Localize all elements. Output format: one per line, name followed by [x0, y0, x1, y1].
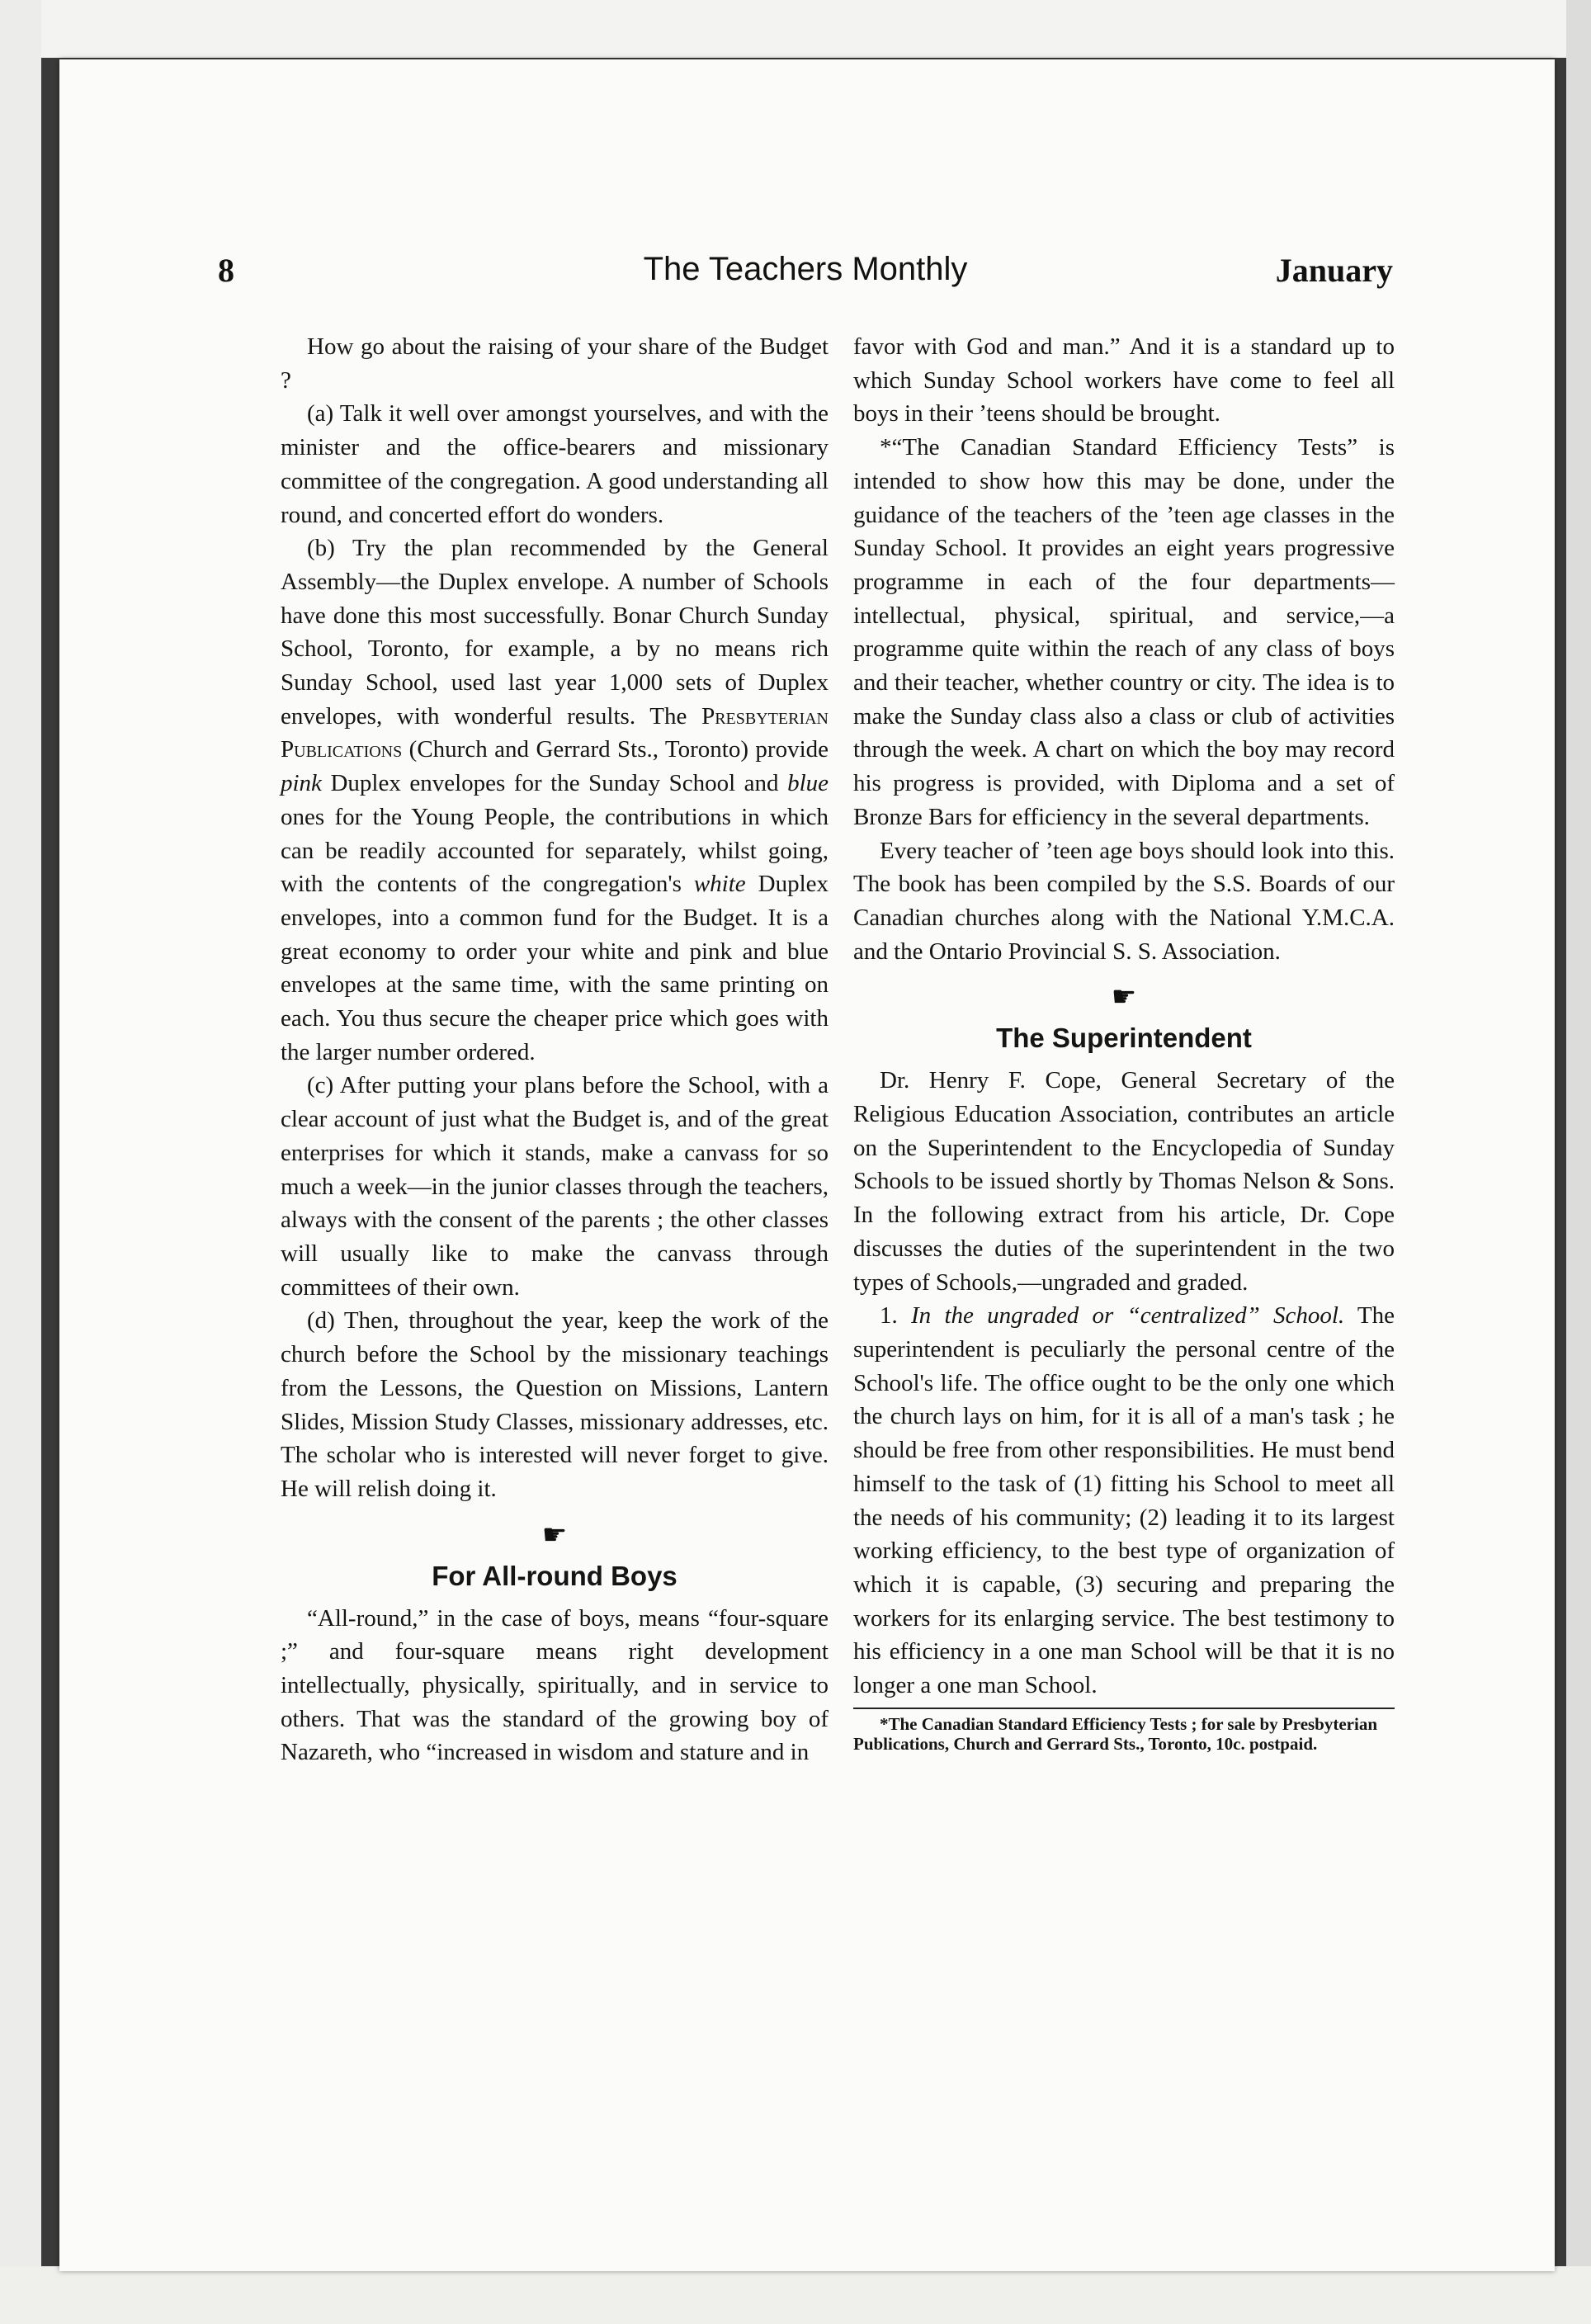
publisher-name: Presbyterian Publications: [281, 702, 829, 763]
page-number: 8: [218, 252, 234, 289]
paragraph: 1. In the ungraded or “centralized” School. The superintendent is peculiarly the personal centre of the School's life. The office ought to be the only one which the church lays on him, for it is all of a man's task ; he should be free from other responsibilities. He must bend himself to the task of (1) fitting his School to meet all the needs of his community; (2) leading it to its largest working efficiency, to the best type of organization of which it is capable, (3) securing and preparing the workers for its enlarging service. The best testimony to his efficiency in a one man School will be that it is no longer a one man School.: [853, 1302, 1395, 1699]
page-header: [218, 251, 1393, 297]
scan-border-right: [1566, 0, 1591, 2324]
paragraph: *“The Canadian Standard Efficiency Tests” is intended to show how this may be done, under the guidance of the teachers of the ’teen age classes in the Sunday School. It provides an eight years progressive programme in each of the four departments—intellectual, physical, spiritual, and service,—a programme quite within the reach of any class of boys and their teacher, whether country or city. The idea is to make the Sunday class also a class or club of activities through the week. A chart on which the boy may record his progress is provided, with Diploma and a set of Bronze Bars for efficiency in the several departments.: [853, 434, 1395, 830]
paragraph: How go about the raising of your share of the Budget ?: [281, 333, 829, 394]
paragraph: Every teacher of ’teen age boys should look into this. The book has been compiled by the S.S. Boards of our Canadian churches along with the National Y.M.C.A. and the Ontario Provincial S. S. Association.: [853, 837, 1395, 965]
paragraph: (c) After putting your plans before the School, with a clear account of just what the Budget is, and of the great enterprises for which it stands, make a canvass for so much a week—in the junior classes through the teachers, always with the consent of the parents ; the other classes will usually like to make the canvass through committees of their own.: [281, 1072, 829, 1301]
issue-month: January: [1275, 252, 1393, 289]
paragraph: “All-round,” in the case of boys, means “four-square ;” and four-square means right development intellectually, physically, spiritually, and in service to others. That was the standard of the growing boy of Nazareth, who “increased in wisdom and stature and in: [281, 1604, 829, 1766]
paragraph: (d) Then, throughout the year, keep the work of the church before the School by the missionary teachings from the Lessons, the Question on Missions, Lantern Slides, Mission Study Classes, missionary addresses, etc. The scholar who is interested will never forget to give. He will relish doing it.: [281, 1307, 829, 1502]
scan-border-top: [0, 0, 1591, 58]
italic-subheading: In the ungraded or “centralized” School.: [911, 1302, 1345, 1330]
section-heading-all-round-boys: For All-round Boys: [432, 1560, 677, 1591]
footnote: *The Canadian Standard Efficiency Tests ; for sale by Presbyterian Publications, Church and Gerrard Sts., Toronto, 10c. postpaid.: [853, 1713, 1378, 1754]
right-column: [853, 330, 1395, 1754]
paragraph: (b) Try the plan recommended by the General Assembly—the Duplex envelope. A number of Schools have done this most successfully. Bonar Church Sunday School, Toronto, for example, a by no means rich Sunday School, used last year 1,000 sets of Duplex envelopes, with wonderful results. The Presbyterian Publications (Church and Gerrard Sts., Toronto) provide pink Duplex envelopes for the Sunday School and blue ones for the Young People, the contributions in which can be readily accounted for separately, whilst going, with the contents of the congregation's white Duplex envelopes, into a common fund for the Budget. It is a great economy to order your white and pink and blue envelopes at the same time, with the same printing on each. You thus secure the cheaper price which goes with the larger number ordered.: [281, 535, 829, 1065]
paragraph: favor with God and man.” And it is a standard up to which Sunday School workers have come to feel all boys in their ’teens should be brought.: [853, 333, 1395, 427]
section-heading-superintendent: The Superintendent: [996, 1023, 1252, 1054]
scan-border-left: [0, 0, 41, 2324]
left-column: [281, 330, 829, 1769]
paragraph: (a) Talk it well over amongst yourselves, and with the minister and the office-bearers and missionary committee of the congregation. A good understanding all round, and concerted effort do wonders.: [281, 400, 829, 528]
scan-border-bottom: [0, 2266, 1591, 2324]
pointing-hand-icon: ☛: [541, 1519, 568, 1551]
pointing-hand-icon: ☛: [1111, 982, 1137, 1013]
journal-title: The Teachers Monthly: [643, 251, 968, 287]
paragraph: Dr. Henry F. Cope, General Secretary of the Religious Education Association, contributes an article on the Superintendent to the Encyclopedia of Sunday Schools to be issued shortly by Thomas Nelson & Sons. In the following extract from his article, Dr. Cope discusses the duties of the superintendent in the two types of Schools,—ungraded and graded.: [853, 1067, 1395, 1296]
footnote-rule: [853, 1708, 1395, 1709]
